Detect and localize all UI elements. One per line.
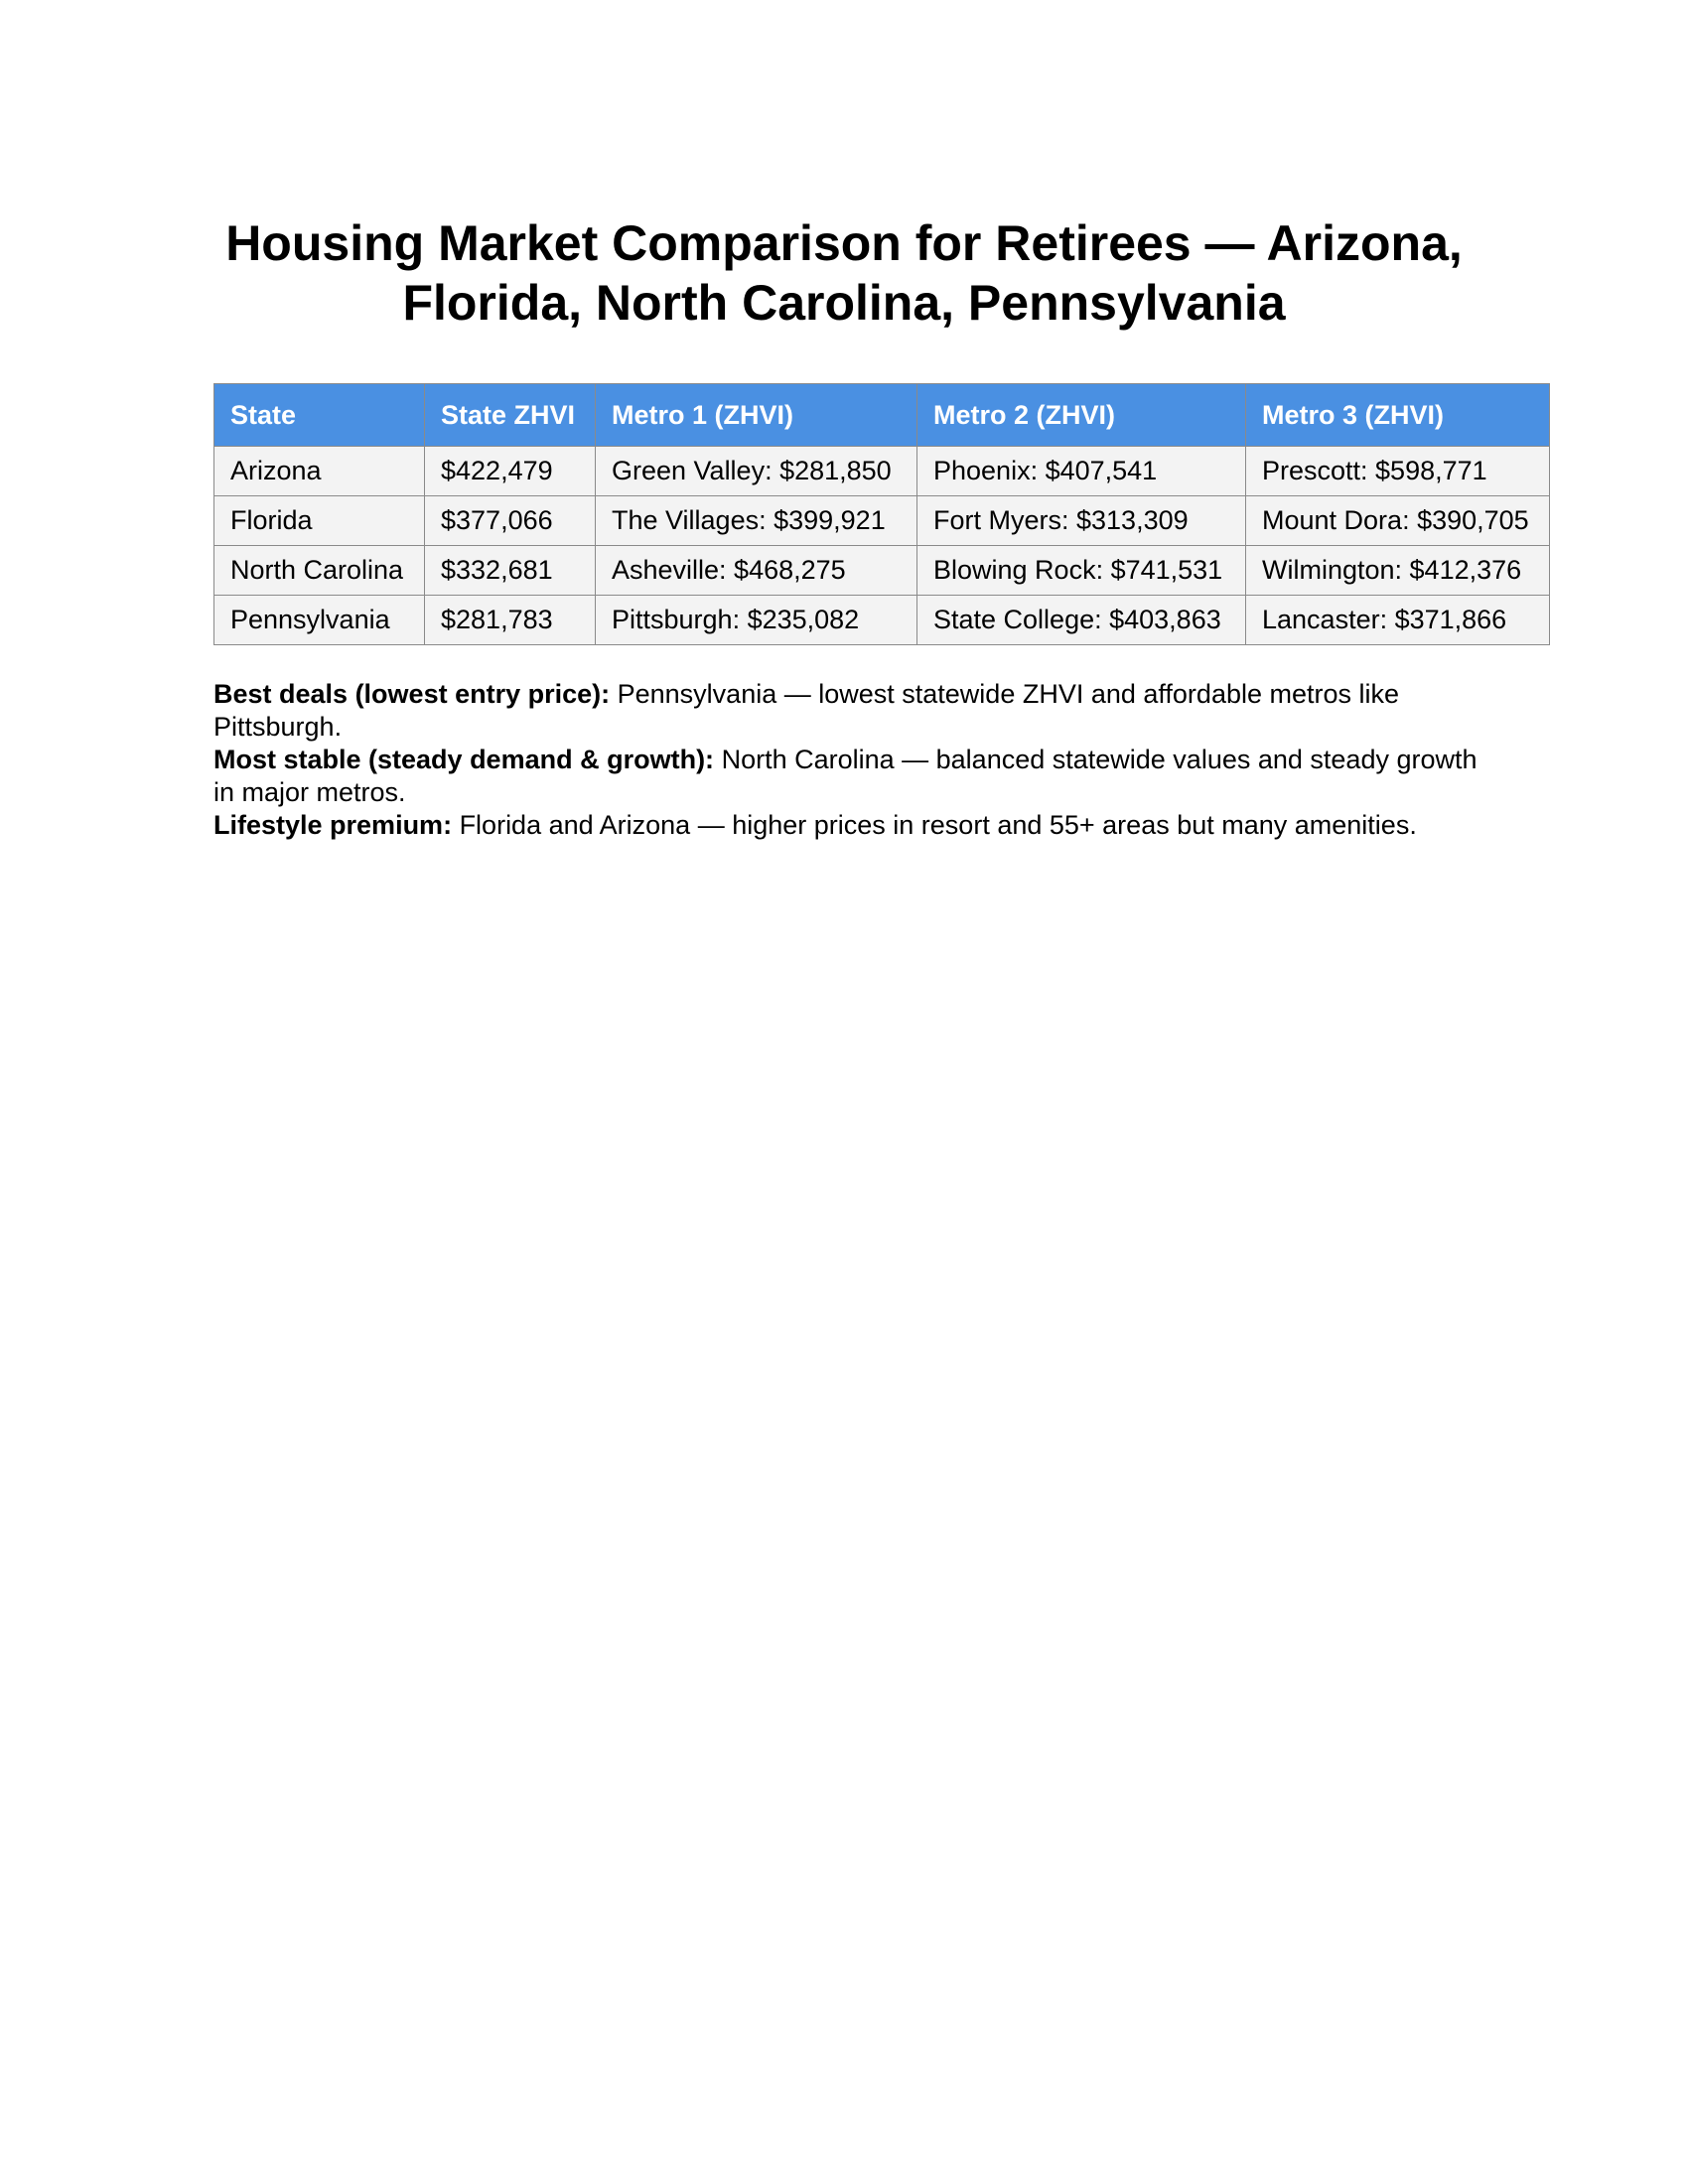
column-header-metro-3: Metro 3 (ZHVI) bbox=[1246, 384, 1550, 447]
note-lifestyle-premium bbox=[213, 809, 1504, 842]
note-text: Florida and Arizona — higher prices in resort and 55+ areas but many amenities. bbox=[452, 810, 1417, 840]
table-row bbox=[214, 546, 1550, 596]
table-cell-metro-1: The Villages: $399,921 bbox=[596, 496, 917, 546]
column-header-state: State bbox=[214, 384, 425, 447]
column-header-metro-2: Metro 2 (ZHVI) bbox=[917, 384, 1246, 447]
page-title: Housing Market Comparison for Retirees — Arizona, Florida, North Carolina, Pennsylvania bbox=[225, 215, 1463, 331]
table-cell-state-zhvi: $281,783 bbox=[425, 596, 596, 645]
table-row bbox=[214, 496, 1550, 546]
table-cell-metro-1: Green Valley: $281,850 bbox=[596, 447, 917, 496]
table-cell-state: Pennsylvania bbox=[214, 596, 425, 645]
table-cell-metro-1: Pittsburgh: $235,082 bbox=[596, 596, 917, 645]
column-header-state-zhvi: State ZHVI bbox=[425, 384, 596, 447]
table-cell-metro-3: Mount Dora: $390,705 bbox=[1246, 496, 1550, 546]
table-row bbox=[214, 447, 1550, 496]
zhvi-comparison-table bbox=[213, 383, 1550, 645]
note-text: North Carolina — balanced statewide values and steady growth in major metros. bbox=[213, 745, 1477, 807]
note-most-stable bbox=[213, 744, 1504, 809]
table-cell-metro-2: Fort Myers: $313,309 bbox=[917, 496, 1246, 546]
table-header-row bbox=[214, 384, 1550, 447]
table-cell-state: Arizona bbox=[214, 447, 425, 496]
table-cell-metro-2: Phoenix: $407,541 bbox=[917, 447, 1246, 496]
table-cell-metro-3: Wilmington: $412,376 bbox=[1246, 546, 1550, 596]
table-cell-state-zhvi: $332,681 bbox=[425, 546, 596, 596]
table-cell-metro-1: Asheville: $468,275 bbox=[596, 546, 917, 596]
column-header-metro-1: Metro 1 (ZHVI) bbox=[596, 384, 917, 447]
note-label: Lifestyle premium: bbox=[213, 810, 453, 840]
table-cell-state-zhvi: $377,066 bbox=[425, 496, 596, 546]
note-best-deals bbox=[213, 678, 1504, 744]
summary-notes bbox=[213, 678, 1504, 842]
table-cell-state-zhvi: $422,479 bbox=[425, 447, 596, 496]
table-row bbox=[214, 596, 1550, 645]
table-cell-metro-3: Prescott: $598,771 bbox=[1246, 447, 1550, 496]
table-cell-metro-2: State College: $403,863 bbox=[917, 596, 1246, 645]
table-cell-state: Florida bbox=[214, 496, 425, 546]
table-cell-metro-3: Lancaster: $371,866 bbox=[1246, 596, 1550, 645]
note-label: Best deals (lowest entry price): bbox=[213, 679, 611, 709]
note-label: Most stable (steady demand & growth): bbox=[213, 745, 715, 774]
note-text: Pennsylvania — lowest statewide ZHVI and affordable metros like Pittsburgh. bbox=[213, 679, 1400, 742]
table-cell-state: North Carolina bbox=[214, 546, 425, 596]
table-cell-metro-2: Blowing Rock: $741,531 bbox=[917, 546, 1246, 596]
